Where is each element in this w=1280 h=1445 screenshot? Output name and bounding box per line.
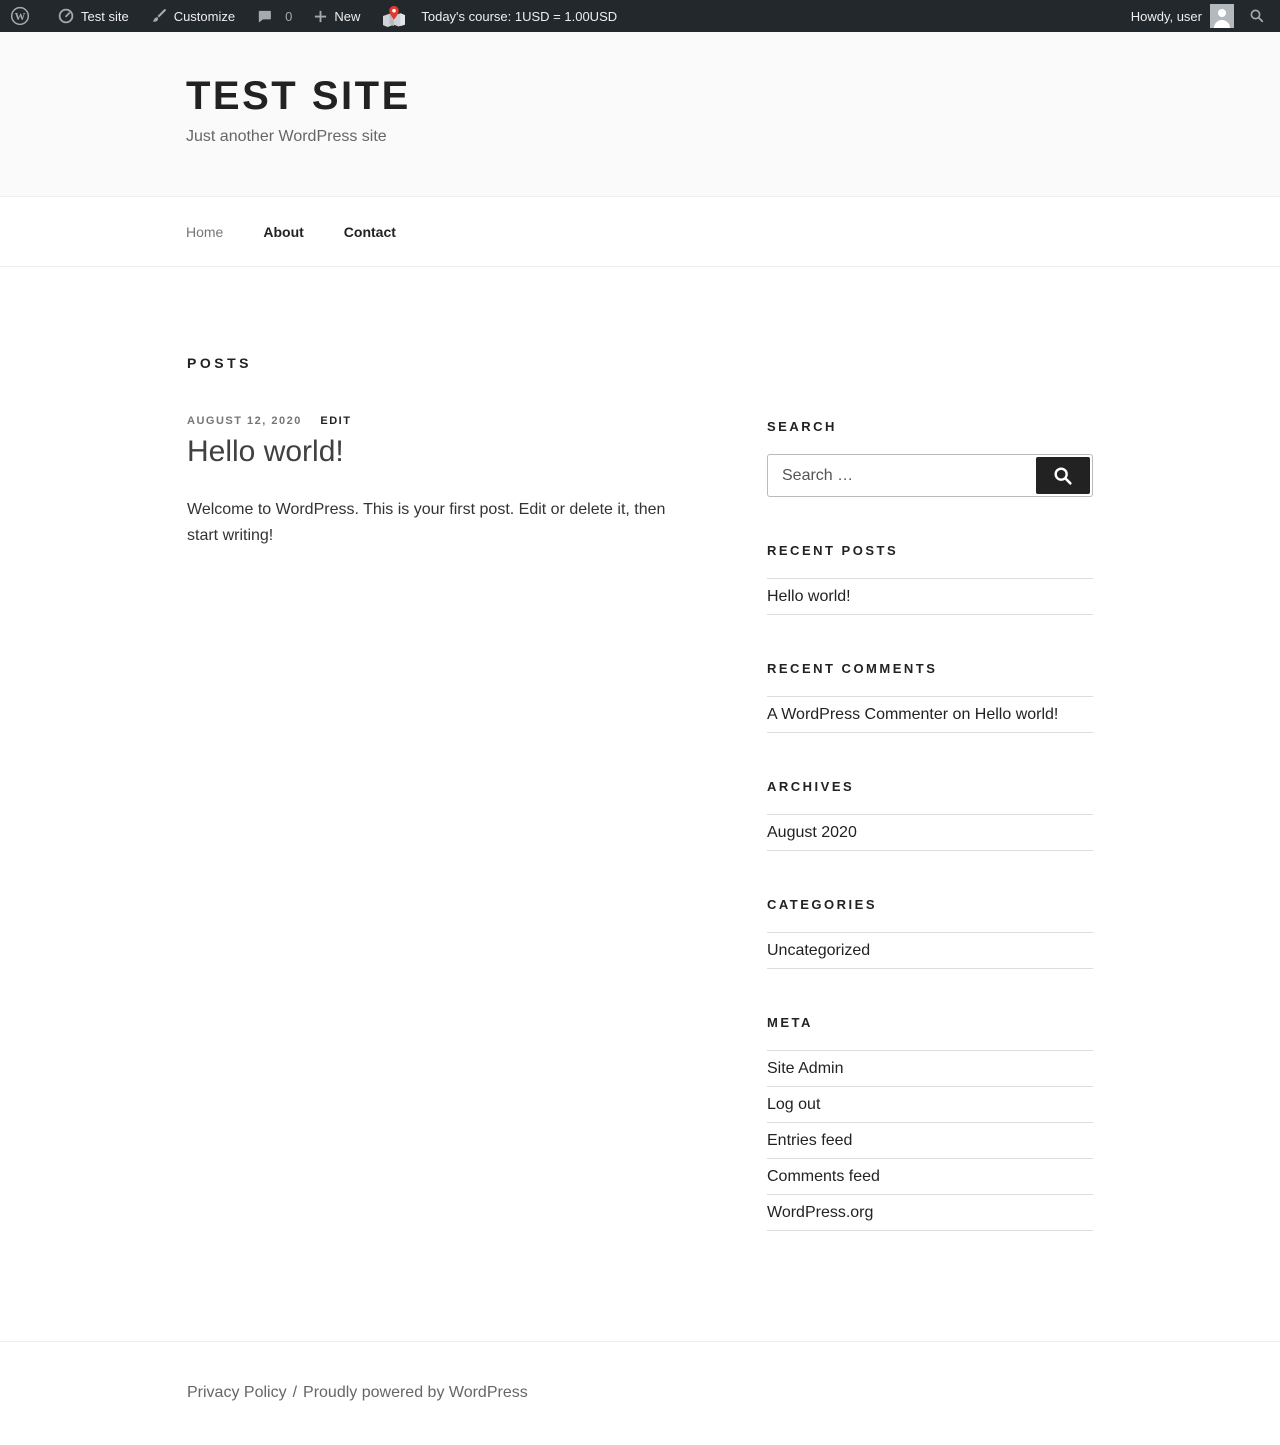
admin-bar-customize[interactable] [150, 7, 235, 25]
admin-bar-comment-count: 0 [285, 8, 293, 24]
admin-bar-site-label: Test site [81, 8, 129, 24]
archives-list [767, 814, 1093, 851]
categories-widget [767, 897, 1093, 969]
search-icon [1052, 465, 1074, 487]
comment-bubble-icon [256, 8, 273, 25]
admin-bar-site-name[interactable] [57, 7, 129, 25]
main-navigation [0, 196, 1280, 267]
map-pin-icon [381, 5, 407, 27]
user-avatar [1210, 4, 1234, 28]
meta-entries-feed-link[interactable]: Entries feed [767, 1123, 1093, 1159]
wordpress-logo-icon [10, 6, 30, 26]
search-form [767, 454, 1093, 497]
admin-bar-account-menu[interactable] [1131, 4, 1234, 28]
recent-comment-item [767, 697, 1093, 733]
meta-comments-feed-link[interactable]: Comments feed [767, 1159, 1093, 1195]
howdy-text: Howdy, user [1130, 8, 1202, 24]
page-title: POSTS [187, 355, 252, 371]
recent-comments-title: RECENT COMMENTS [767, 661, 938, 676]
wordpress-menu[interactable] [10, 6, 36, 26]
meta-title: META [767, 1015, 813, 1030]
site-header [0, 32, 1280, 196]
post-date-link[interactable]: AUGUST 12, 2020 [187, 415, 302, 427]
recent-comments-list [767, 696, 1093, 733]
posts-column [187, 355, 687, 1231]
recent-comments-widget [767, 661, 1093, 733]
admin-bar-currency-converter[interactable] [381, 5, 617, 27]
admin-bar [0, 0, 1280, 32]
search-widget [767, 419, 1093, 497]
sidebar [767, 355, 1093, 1231]
admin-bar-customize-label: Customize [173, 8, 236, 24]
meta-site-admin-link[interactable]: Site Admin [767, 1051, 1093, 1087]
admin-bar-right [1131, 4, 1266, 28]
recent-posts-title: RECENT POSTS [767, 543, 899, 558]
nav-item-about[interactable]: About [263, 223, 304, 240]
post-body: Welcome to WordPress. This is your first post. Edit or delete it, then start writing! [187, 501, 666, 545]
search-submit-button[interactable] [1036, 457, 1090, 494]
content-area [187, 267, 1093, 1341]
privacy-policy-link[interactable]: Privacy Policy [187, 1384, 287, 1401]
plus-icon [313, 9, 328, 24]
post-meta [187, 415, 687, 427]
site-footer [0, 1341, 1280, 1437]
admin-bar-search-icon[interactable] [1248, 7, 1266, 25]
post-edit-link[interactable]: EDIT [320, 415, 352, 427]
post-hello-world [187, 415, 687, 550]
site-tagline: Just another WordPress site [186, 128, 387, 145]
recent-post-link[interactable]: Hello world! [767, 579, 1093, 615]
recent-posts-widget [767, 543, 1093, 615]
meta-widget [767, 1015, 1093, 1231]
admin-bar-currency-label: Today's course: 1USD = 1.00USD [421, 8, 618, 24]
paintbrush-icon [150, 7, 168, 25]
nav-item-contact[interactable]: Contact [343, 223, 396, 240]
meta-list [767, 1050, 1093, 1231]
admin-bar-comments[interactable] [256, 8, 292, 25]
nav-item-home[interactable]: Home [186, 223, 224, 240]
meta-log-out-link[interactable]: Log out [767, 1087, 1093, 1123]
comment-post-link[interactable]: Hello world! [974, 706, 1059, 723]
svg-text:W: W [14, 10, 26, 23]
footer-content [187, 1342, 1093, 1437]
search-widget-title: SEARCH [767, 419, 837, 434]
archives-widget [767, 779, 1093, 851]
footer-separator: / [292, 1384, 298, 1401]
comment-author-link[interactable]: A WordPress Commenter [767, 706, 949, 723]
categories-title: CATEGORIES [767, 897, 877, 912]
recent-posts-list [767, 578, 1093, 615]
dashboard-gauge-icon [57, 7, 75, 25]
categories-list [767, 932, 1093, 969]
archives-title: ARCHIVES [767, 779, 855, 794]
category-link[interactable]: Uncategorized [767, 933, 1093, 969]
post-title-link[interactable]: Hello world! [187, 435, 344, 468]
site-title[interactable]: TEST SITE [186, 74, 411, 118]
comment-connector: on [948, 706, 975, 723]
admin-bar-new[interactable] [313, 9, 360, 24]
meta-wordpress-org-link[interactable]: WordPress.org [767, 1195, 1093, 1231]
powered-by-link[interactable]: Proudly powered by WordPress [303, 1384, 528, 1401]
admin-bar-new-label: New [334, 8, 361, 24]
archive-link[interactable]: August 2020 [767, 815, 1093, 851]
